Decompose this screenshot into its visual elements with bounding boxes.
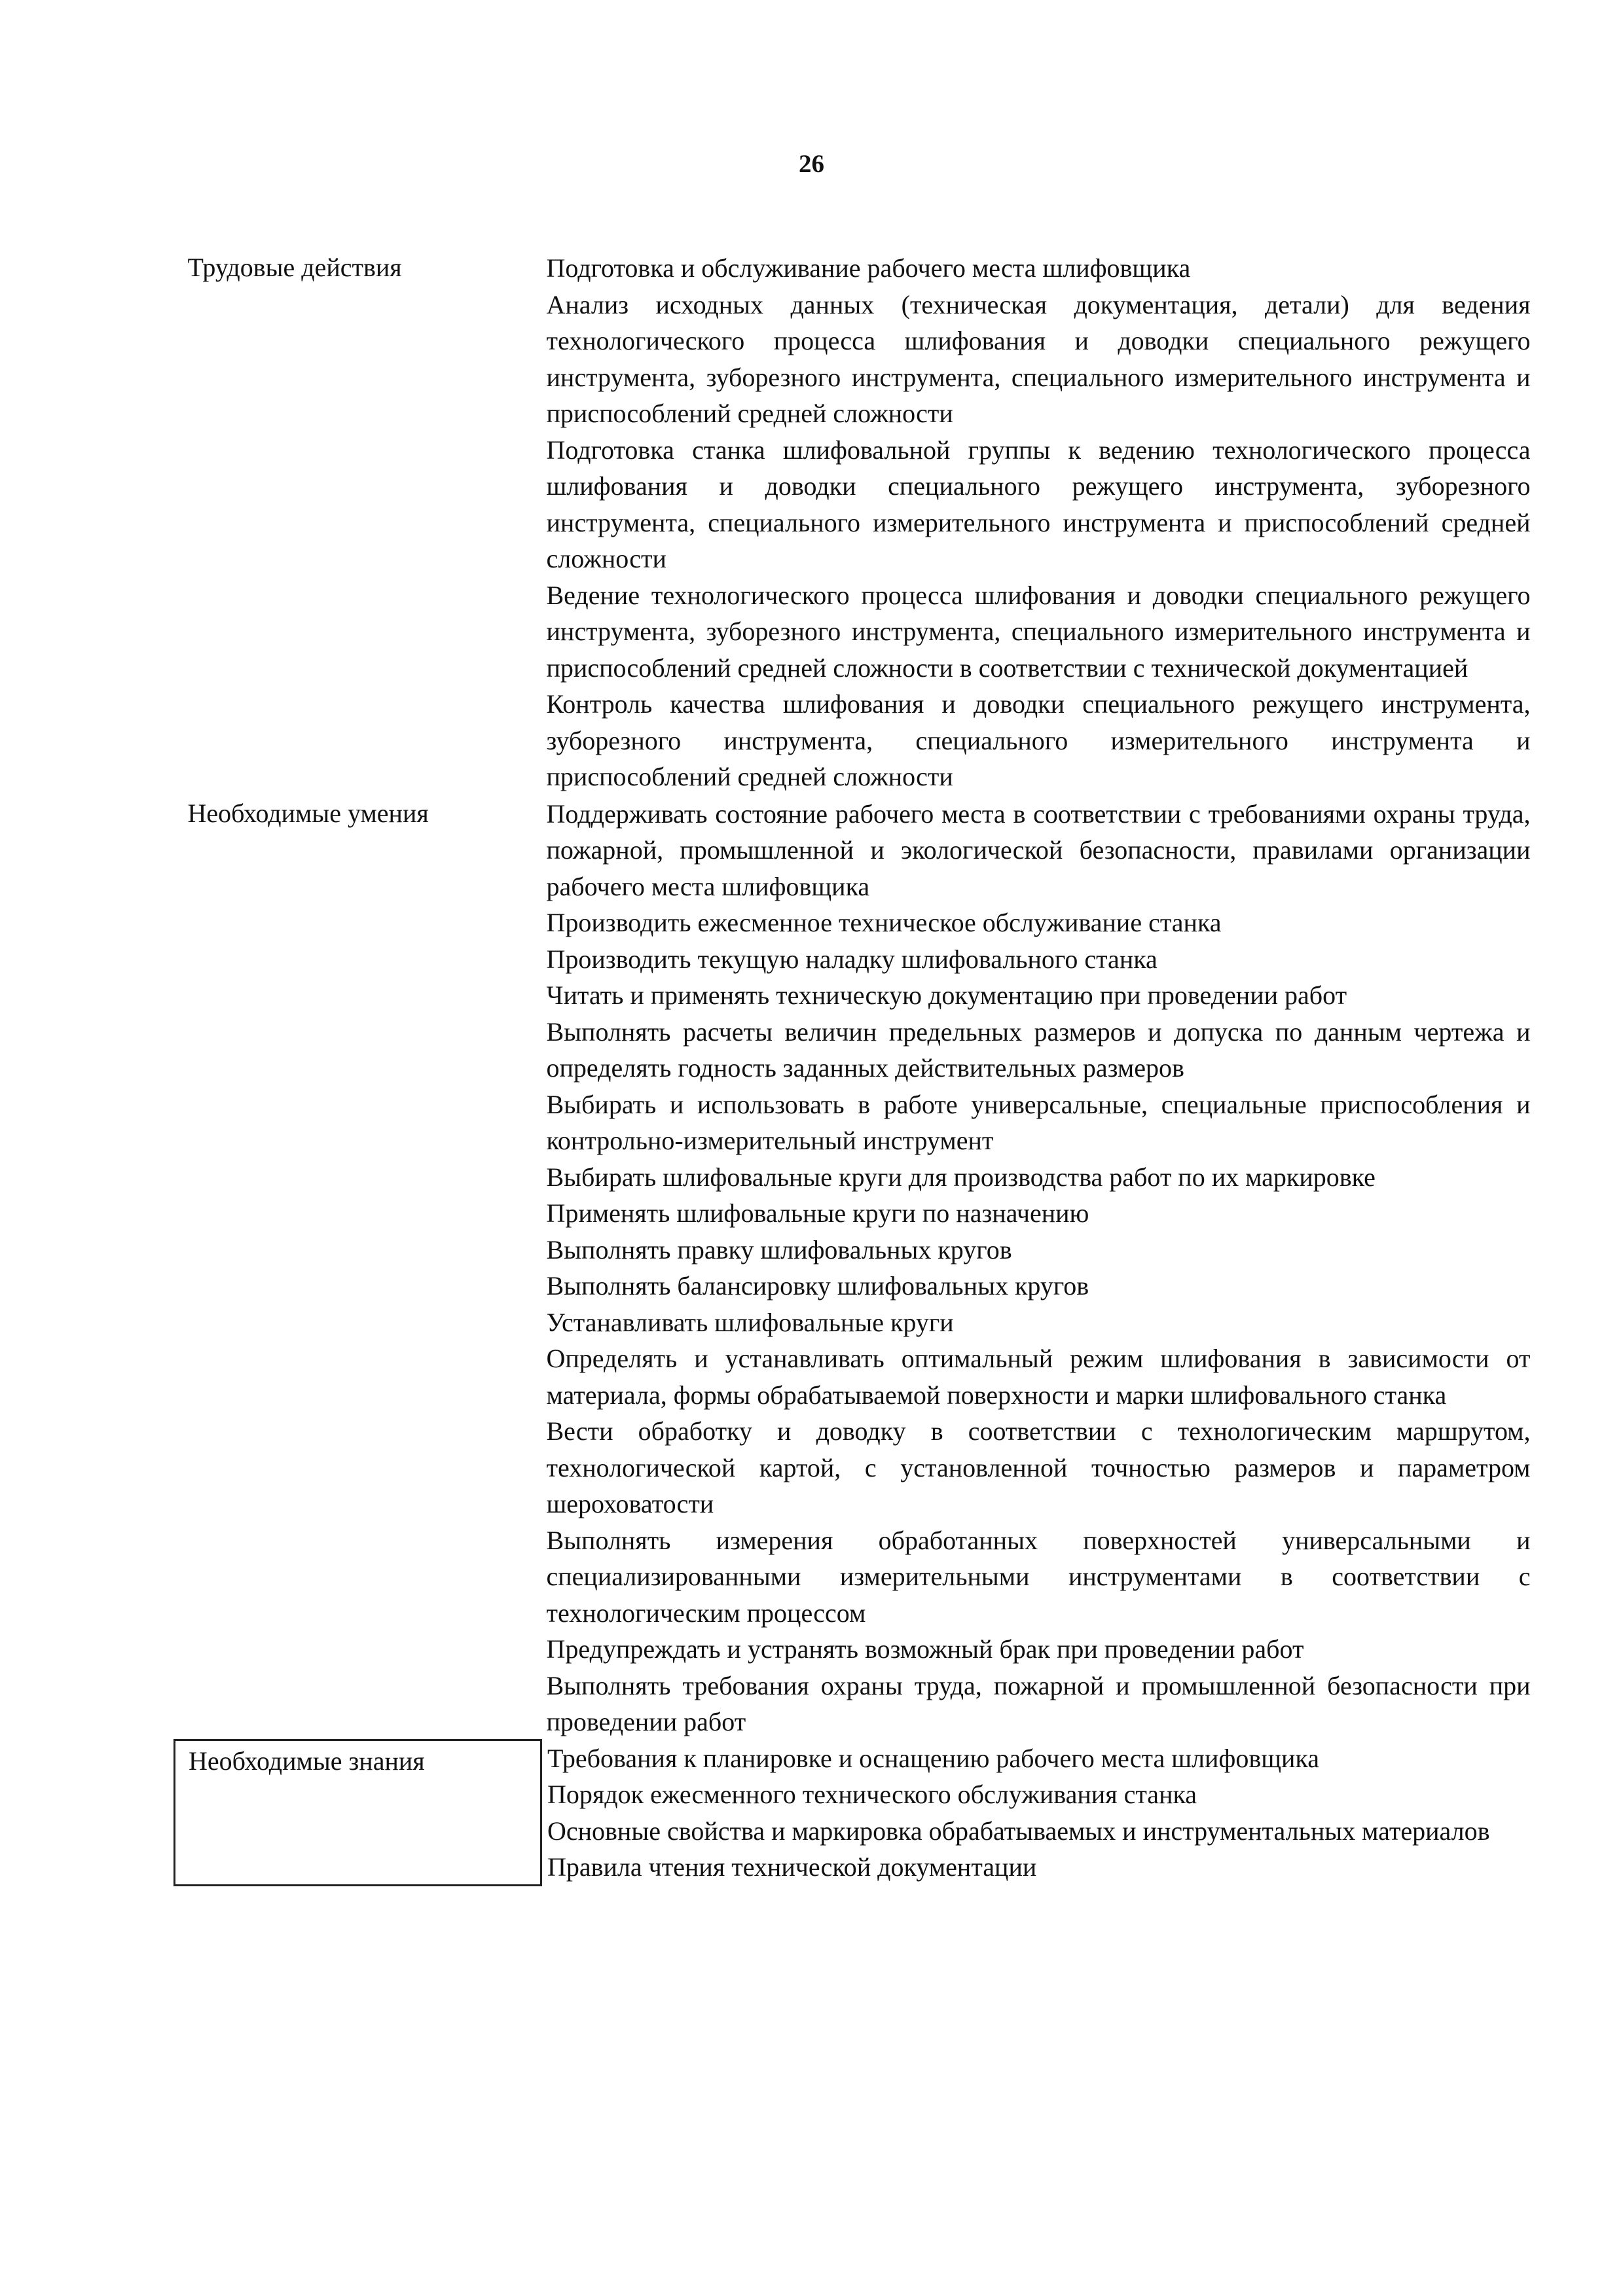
section-items bbox=[541, 795, 1540, 1740]
list-item: Поддерживать состояние рабочего места в соответствии с требованиями охраны труда, пожарной, промышленной и экологической безопасности, правилами организации рабочего места шлифовщика bbox=[546, 798, 1531, 901]
list-item: Порядок ежесменного технического обслуживания станка bbox=[547, 1780, 1197, 1809]
section-label: Трудовые действия bbox=[187, 253, 402, 282]
section-labor-actions bbox=[175, 250, 1540, 795]
list-item: Выбирать шлифовальные круги для производства работ по их маркировке bbox=[546, 1162, 1376, 1192]
list-item: Правила чтения технической документации bbox=[547, 1852, 1037, 1882]
list-item: Выполнять измерения обработанных поверхностей универсальными и специализированными измерительными инструментами в соответствии с технологическим процессом bbox=[546, 1525, 1531, 1628]
list-item: Выполнять балансировку шлифовальных кругов bbox=[546, 1271, 1089, 1300]
list-item: Подготовка станка шлифовальной группы к ведению технологического процесса шлифования и доводки специального режущего инструмента, зуборезного инструмента, специального измерительного инструмента и приспособлений средней сложности bbox=[546, 435, 1531, 573]
list-item: Требования к планировке и оснащению рабочего места шлифовщика bbox=[547, 1743, 1320, 1773]
list-item: Производить ежесменное техническое обслуживание станка bbox=[546, 908, 1222, 937]
list-item: Выполнять расчеты величин предельных размеров и допуска по данным чертежа и определять годность заданных действительных размеров bbox=[546, 1016, 1531, 1083]
section-required-knowledge bbox=[175, 1740, 1540, 1886]
list-item: Выполнять требования охраны труда, пожарной и промышленной безопасности при проведении работ bbox=[546, 1670, 1531, 1736]
labor-function-table bbox=[173, 250, 1540, 1886]
page-number: 26 bbox=[799, 150, 824, 178]
list-item: Производить текущую наладку шлифовального станка bbox=[546, 944, 1158, 974]
section-label: Необходимые умения bbox=[187, 798, 429, 828]
list-item: Анализ исходных данных (техническая документация, детали) для ведения технологического процесса шлифования и доводки специального режущего инструмента, зуборезного инструмента, специального измерительного инструмента и приспособлений средней сложности bbox=[546, 289, 1531, 428]
section-items bbox=[541, 1740, 1540, 1886]
list-item: Подготовка и обслуживание рабочего места шлифовщика bbox=[546, 253, 1191, 283]
section-items bbox=[541, 250, 1540, 795]
list-item: Вести обработку и доводку в соответствии с технологическим маршрутом, технологической картой, с установленной точностью размеров и параметром шероховатости bbox=[546, 1416, 1531, 1518]
list-item: Выполнять правку шлифовальных кругов bbox=[546, 1234, 1012, 1265]
section-label: Необходимые знания bbox=[175, 1740, 541, 1886]
list-item: Выбирать и использовать в работе универсальные, специальные приспособления и контрольно-измерительный инструмент bbox=[546, 1089, 1531, 1155]
list-item: Контроль качества шлифования и доводки специального режущего инструмента, зуборезного инструмента, специального измерительного инструмента и приспособлений средней сложности bbox=[546, 689, 1531, 791]
list-item: Применять шлифовальные круги по назначению bbox=[546, 1198, 1089, 1228]
list-item: Устанавливать шлифовальные круги bbox=[546, 1307, 954, 1337]
section-required-skills bbox=[175, 795, 1540, 1740]
list-item: Определять и устанавливать оптимальный режим шлифования в зависимости от материала, формы обрабатываемой поверхности и марки шлифовального станка bbox=[546, 1344, 1531, 1410]
list-item: Предупреждать и устранять возможный брак при проведении работ bbox=[546, 1634, 1304, 1664]
list-item: Ведение технологического процесса шлифования и доводки специального режущего инструмента, зуборезного инструмента, специального измерительного инструмента и приспособлений средней сложности в соответствии с технической документацией bbox=[546, 580, 1531, 683]
list-item: Основные свойства и маркировка обрабатываемых и инструментальных материалов bbox=[547, 1816, 1490, 1846]
list-item: Читать и применять техническую документацию при проведении работ bbox=[546, 980, 1347, 1010]
